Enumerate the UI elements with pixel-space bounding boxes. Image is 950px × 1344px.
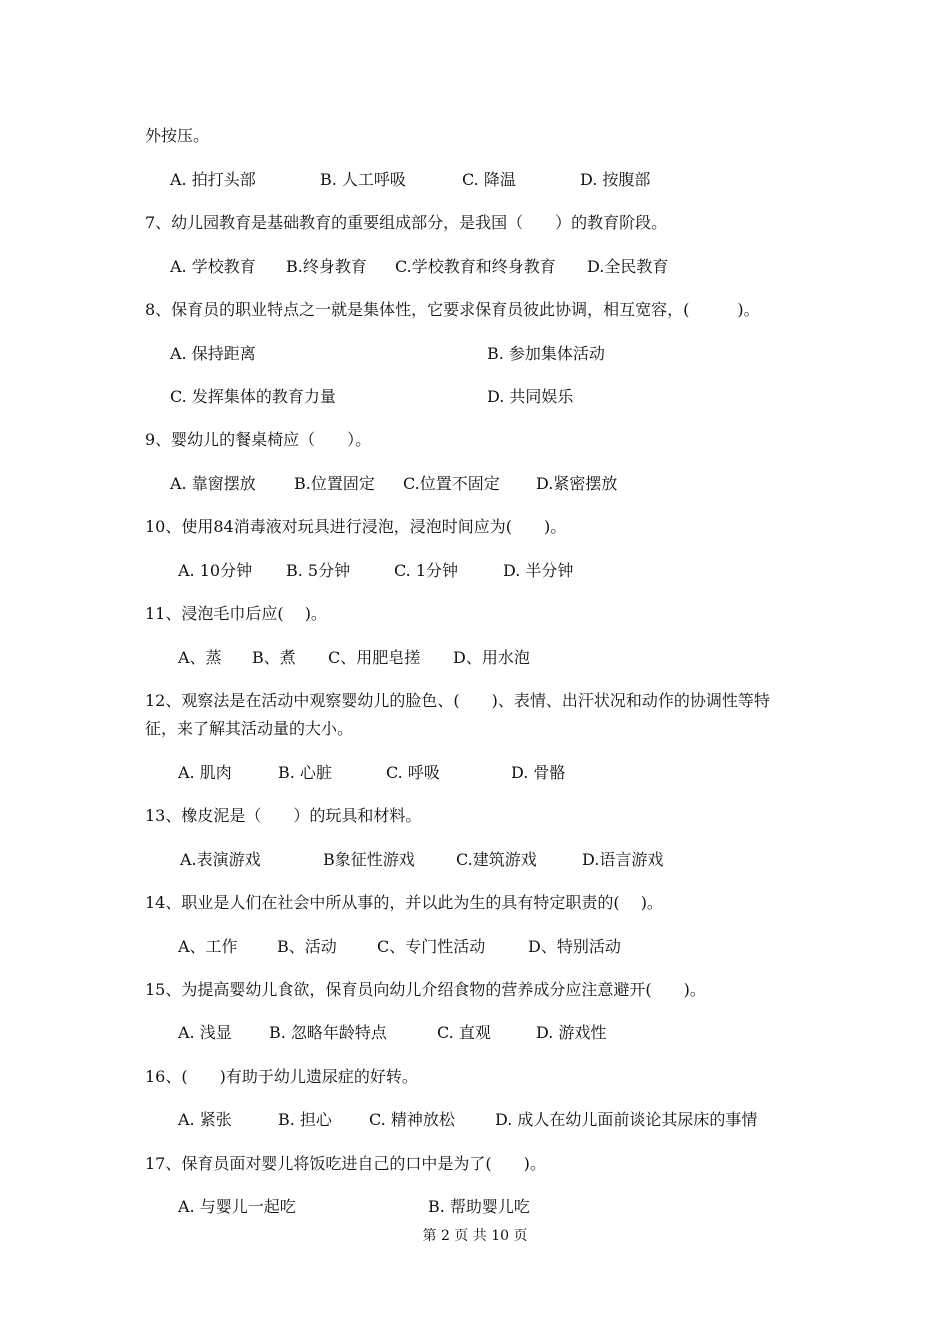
- question-stem: 17、保育员面对婴儿将饭吃进自己的口中是为了( )。: [145, 1154, 546, 1173]
- option: C. 1分钟: [394, 561, 459, 580]
- option: C、用肥皂搓: [328, 648, 421, 667]
- option: C. 精神放松: [369, 1110, 455, 1129]
- question-stem: 9、婴幼儿的餐桌椅应（ ）。: [145, 430, 372, 449]
- option: C. 直观: [437, 1023, 491, 1042]
- question-stem: 14、职业是人们在社会中所从事的，并以此为生的具有特定职责的( )。: [145, 893, 663, 912]
- option: C.建筑游戏: [456, 850, 537, 869]
- option: D.语言游戏: [582, 850, 664, 869]
- option: B.位置固定: [294, 474, 375, 493]
- option: A. 保持距离: [170, 344, 256, 363]
- option: C.位置不固定: [403, 474, 500, 493]
- option: A.表演游戏: [180, 850, 261, 869]
- option: B. 心脏: [278, 763, 332, 782]
- option: A、工作: [178, 937, 238, 956]
- option: D. 游戏性: [536, 1023, 607, 1042]
- option: B象征性游戏: [323, 850, 415, 869]
- option: B. 帮助婴儿吃: [428, 1197, 530, 1216]
- option: B、煮: [252, 648, 296, 667]
- question-stem: 12、观察法是在活动中观察婴幼儿的脸色、( )、表情、出汗状况和动作的协调性等特: [145, 691, 770, 710]
- option: D. 半分钟: [503, 561, 574, 580]
- continued-text: 外按压。: [145, 126, 210, 145]
- option: D. 共同娱乐: [487, 387, 574, 406]
- option: B. 参加集体活动: [487, 344, 605, 363]
- option: A. 学校教育: [170, 257, 256, 276]
- option: B. 人工呼吸: [320, 170, 406, 189]
- option: C. 发挥集体的教育力量: [170, 387, 336, 406]
- option: A. 浅显: [178, 1023, 232, 1042]
- page-footer: 第 2 页 共 10 页: [422, 1228, 528, 1244]
- question-stem: 10、使用84消毒液对玩具进行浸泡，浸泡时间应为( )。: [145, 517, 567, 536]
- option: D. 按腹部: [580, 170, 651, 189]
- option: B.终身教育: [286, 257, 367, 276]
- option: C.学校教育和终身教育: [395, 257, 556, 276]
- option: B. 担心: [278, 1110, 332, 1129]
- option: A. 拍打头部: [170, 170, 256, 189]
- option: A. 靠窗摆放: [170, 474, 256, 493]
- option: C、专门性活动: [377, 937, 486, 956]
- question-stem: 7、幼儿园教育是基础教育的重要组成部分，是我国（ ）的教育阶段。: [145, 213, 668, 232]
- option: D. 骨骼: [511, 763, 566, 782]
- option: C. 呼吸: [386, 763, 440, 782]
- question-stem-continued: 征，来了解其活动量的大小。: [145, 719, 354, 738]
- question-stem: 16、( )有助于幼儿遗尿症的好转。: [145, 1067, 418, 1086]
- question-stem: 8、保育员的职业特点之一就是集体性，它要求保育员彼此协调，相互宽容，( )。: [145, 300, 760, 319]
- option: D、特别活动: [528, 937, 621, 956]
- option: A. 紧张: [178, 1110, 232, 1129]
- option: D. 成人在幼儿面前谈论其尿床的事情: [495, 1110, 758, 1129]
- question-stem: 13、橡皮泥是（ ）的玩具和材料。: [145, 806, 422, 825]
- option: A. 肌肉: [178, 763, 232, 782]
- option: D.全民教育: [587, 257, 669, 276]
- option: A. 10分钟: [178, 561, 253, 580]
- option: A. 与婴儿一起吃: [178, 1197, 296, 1216]
- question-stem: 11、浸泡毛巾后应( )。: [145, 604, 327, 623]
- option: D、用水泡: [453, 648, 530, 667]
- option: B、活动: [277, 937, 337, 956]
- option: C. 降温: [462, 170, 516, 189]
- option: A、蒸: [178, 648, 222, 667]
- option: B. 5分钟: [286, 561, 351, 580]
- option: D.紧密摆放: [536, 474, 618, 493]
- question-stem: 15、为提高婴幼儿食欲，保育员向幼儿介绍食物的营养成分应注意避开( )。: [145, 980, 706, 999]
- option: B. 忽略年龄特点: [269, 1023, 387, 1042]
